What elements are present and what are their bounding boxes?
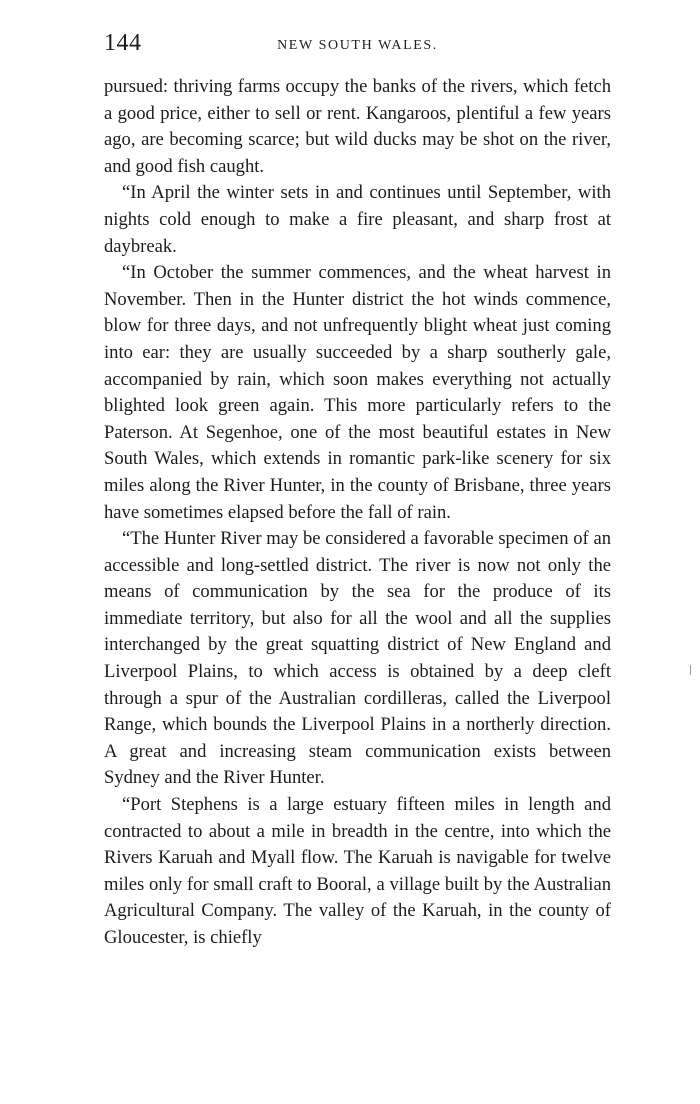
paragraph-port-stephens: “Port Stephens is a large estuary fifteen miles in length and contracted to about a mile in breadth in the centre, into which the Rivers Karuah and Myall flow. The Karuah is navigable for twelve miles only for small craft to Booral, a village built by the Australian Agricultural Company. The valley of the Karuah, in the county of Gloucester, is chiefly: [104, 794, 611, 948]
running-title: NEW SOUTH WALES.: [277, 38, 438, 53]
page-number: 144: [104, 30, 142, 56]
margin-mark: [690, 665, 691, 675]
paragraph-continuation: pursued: thriving farms occupy the banks of the rivers, which fetch a good price, either to sell or rent. Kangaroos, plentiful a few years ago, are becoming scarce; but wild ducks may be shot on the river, and good fish caught.: [104, 76, 611, 177]
paragraph-winter: “In April the winter sets in and continues until September, with nights cold enough to make a fire pleasant, and sharp frost at daybreak.: [104, 182, 611, 257]
page-header: [104, 30, 611, 64]
book-page: [104, 30, 611, 952]
body-text: [104, 74, 611, 952]
paragraph-summer: “In October the summer commences, and the wheat harvest in November. Then in the Hunter district the hot winds commence, blow for three days, and not unfrequently blight wheat just coming into ear: they are usually succeeded by a sharp southerly gale, accompanied by rain, which soon makes everything not actually blighted look green again. This more particularly refers to the Paterson. At Segenhoe, one of the most beautiful estates in New South Wales, which extends in romantic park-like scenery for six miles along the River Hunter, in the county of Brisbane, three years have sometimes elapsed before the fall of rain.: [104, 262, 611, 523]
paragraph-hunter-river: “The Hunter River may be considered a favorable specimen of an accessible and long-settled district. The river is now not only the means of communication by the sea for the produce of its immediate territory, but also for all the wool and all the supplies interchanged by the great squatting district of New England and Liverpool Plains, to which access is obtained by a deep cleft through a spur of the Australian cordilleras, called the Liverpool Range, which bounds the Liverpool Plains in a northerly direction. A great and increasing steam communication exists between Sydney and the River Hunter.: [104, 528, 611, 789]
